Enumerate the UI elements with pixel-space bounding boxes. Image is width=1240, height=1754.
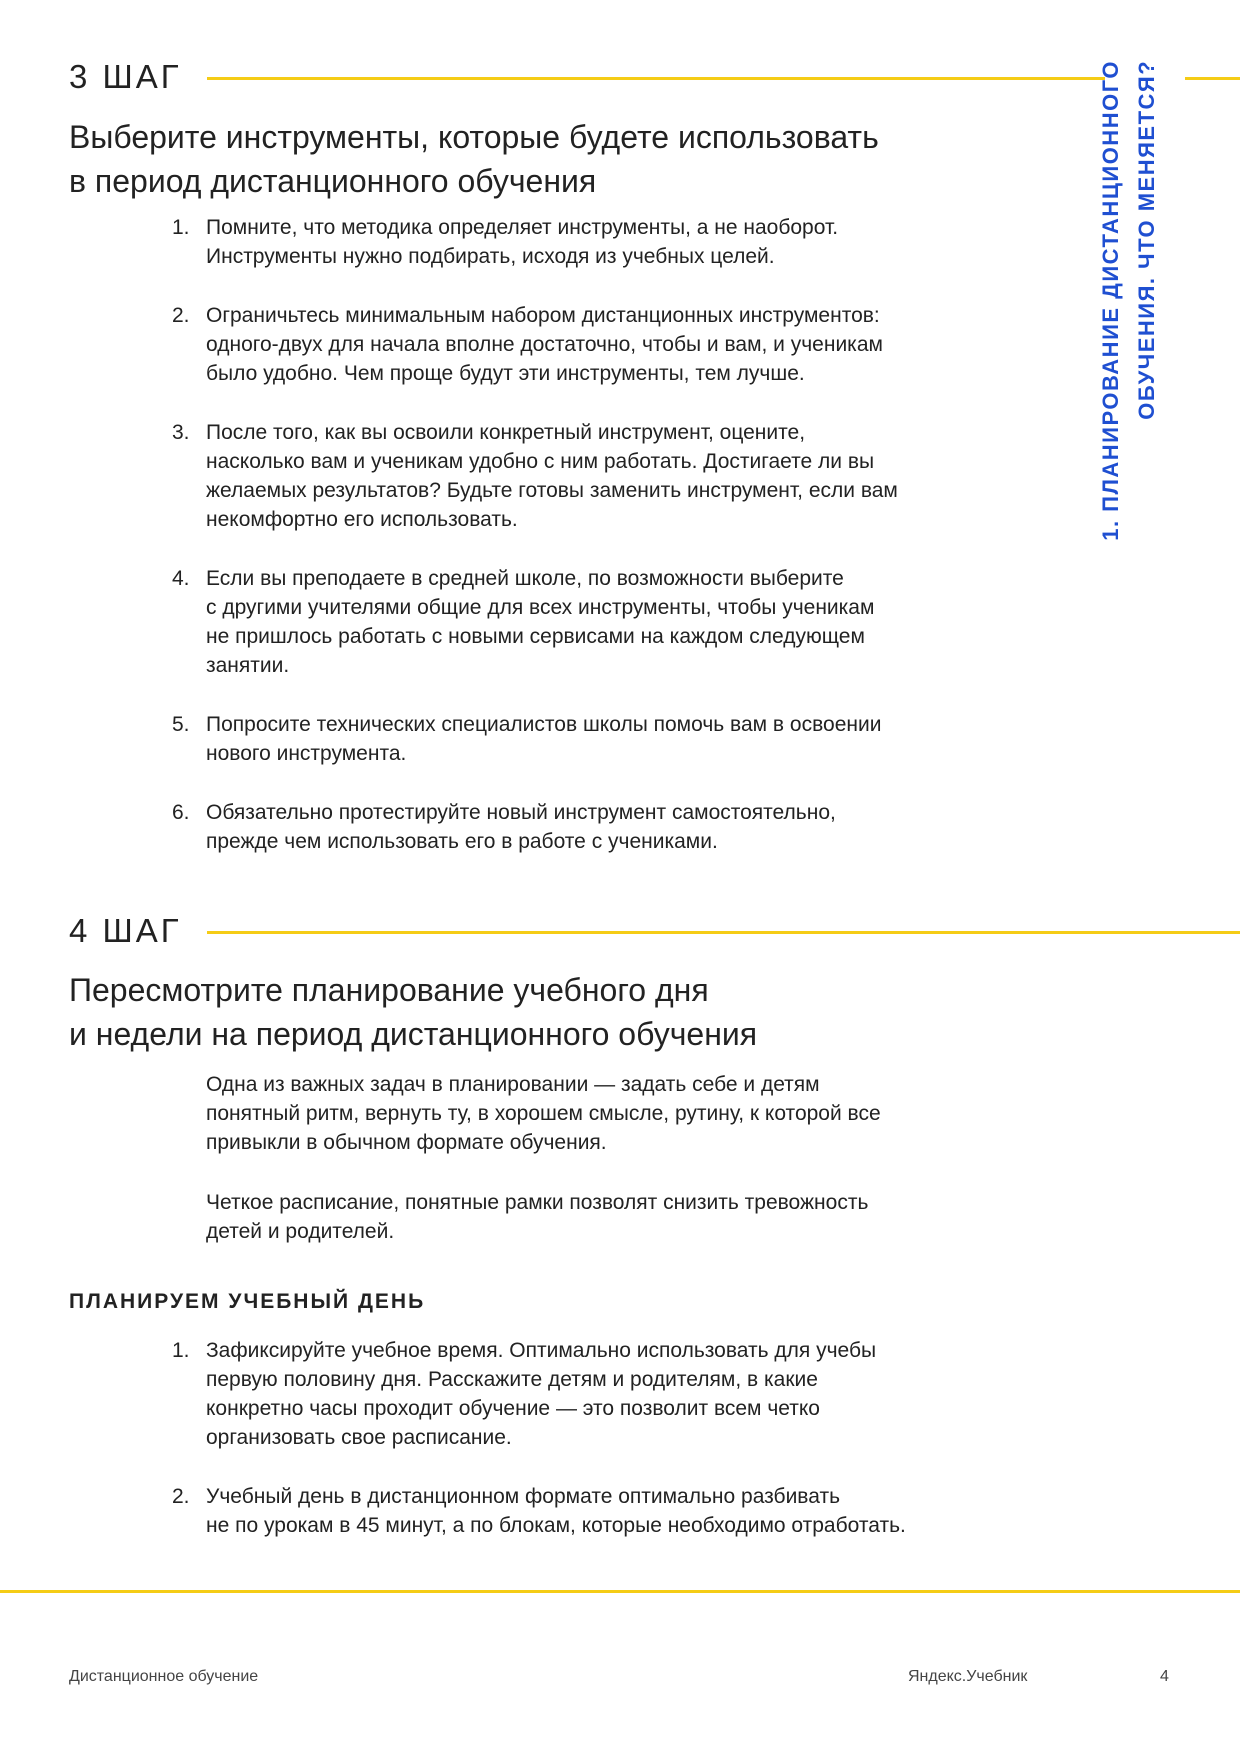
- list-item-line: Если вы преподаете в средней школе, по возможности выберите: [206, 567, 844, 590]
- list-item-line: организовать свое расписание.: [206, 1426, 512, 1449]
- list-item: [172, 710, 972, 768]
- list-item-line: Зафиксируйте учебное время. Оптимально использовать для учебы: [206, 1339, 877, 1362]
- list-item-line: прежде чем использовать его в работе с учениками.: [206, 830, 718, 853]
- footer-rule: [0, 1590, 1240, 1593]
- list-item-number: 6.: [172, 801, 190, 824]
- sidebar-section-title: [1098, 60, 1159, 580]
- step-4-title-line1: Пересмотрите планирование учебного дня: [69, 972, 709, 1008]
- step-4-list: [172, 1336, 972, 1540]
- list-item: [172, 301, 972, 388]
- list-item-text: [206, 710, 972, 768]
- list-item-number: 2.: [172, 304, 190, 327]
- list-item-number: 3.: [172, 421, 190, 444]
- list-item-text: [206, 564, 972, 680]
- list-item-text: [206, 798, 972, 856]
- list-item-line: первую половину дня. Расскажите детям и родителям, в какие: [206, 1368, 818, 1391]
- list-item: [172, 1482, 972, 1540]
- paragraph-line: Четкое расписание, понятные рамки позволят снизить тревожность: [206, 1191, 869, 1214]
- step-3-rule: [207, 77, 1105, 80]
- list-item-text: [206, 1336, 972, 1452]
- subheading-plan-day: ПЛАНИРУЕМ УЧЕБНЫЙ ДЕНЬ: [69, 1290, 426, 1313]
- list-item-line: Инструменты нужно подбирать, исходя из учебных целей.: [206, 245, 775, 268]
- footer-page-number: 4: [1160, 1668, 1169, 1685]
- step-4-title: [69, 968, 1029, 1056]
- step-3-rule-right: [1185, 77, 1240, 80]
- list-item-line: Обязательно протестируйте новый инструмент самостоятельно,: [206, 801, 836, 824]
- list-item-number: 5.: [172, 713, 190, 736]
- list-item-line: с другими учителями общие для всех инструменты, чтобы ученикам: [206, 596, 875, 619]
- list-item-line: Ограничьтесь минимальным набором дистанционных инструментов:: [206, 304, 880, 327]
- list-item-line: желаемых результатов? Будьте готовы заменить инструмент, если вам: [206, 479, 898, 502]
- list-item-text: [206, 418, 972, 534]
- list-item: [172, 1336, 972, 1452]
- paragraph-line: детей и родителей.: [206, 1220, 395, 1243]
- list-item-number: 1.: [172, 1339, 190, 1362]
- list-item-line: одного-двух для начала вполне достаточно, чтобы и вам, и ученикам: [206, 333, 883, 356]
- list-item-text: [206, 1482, 972, 1540]
- list-item-line: нового инструмента.: [206, 742, 407, 765]
- step-3-title-line2: в период дистанционного обучения: [69, 163, 597, 199]
- list-item-text: [206, 301, 972, 388]
- list-item-text: [206, 213, 972, 271]
- list-item-line: Попросите технических специалистов школы помочь вам в освоении: [206, 713, 882, 736]
- sidebar-section-text: [1093, 60, 1165, 541]
- footer-document-title: Дистанционное обучение: [69, 1668, 259, 1685]
- list-item-number: 2.: [172, 1485, 190, 1508]
- list-item: [172, 418, 972, 534]
- sidebar-line-1: 1. ПЛАНИРОВАНИЕ ДИСТАНЦИОННОГО: [1098, 60, 1123, 541]
- list-item: [172, 213, 972, 271]
- step-4-rule: [207, 931, 1240, 934]
- footer-brand: Яндекс.Учебник: [908, 1668, 1028, 1685]
- paragraph-line: привыкли в обычном формате обучения.: [206, 1131, 607, 1154]
- list-item-line: занятии.: [206, 654, 290, 677]
- list-item-line: После того, как вы освоили конкретный инструмент, оцените,: [206, 421, 806, 444]
- list-item-line: не пришлось работать с новыми сервисами на каждом следующем: [206, 625, 865, 648]
- list-item-line: конкретно часы проходит обучение — это позволит всем четко: [206, 1397, 820, 1420]
- step-3-header: [69, 54, 182, 100]
- step-3-title: [69, 115, 1029, 203]
- step-3-label: 3 ШАГ: [69, 58, 182, 95]
- list-item-number: 1.: [172, 216, 190, 239]
- list-item: [172, 798, 972, 856]
- step-4-paragraph-2: [206, 1188, 986, 1246]
- step-4-label: 4 ШАГ: [69, 912, 182, 949]
- step-4-paragraph-1: [206, 1070, 986, 1157]
- step-4-header: [69, 908, 182, 954]
- list-item-number: 4.: [172, 567, 190, 590]
- list-item-line: насколько вам и ученикам удобно с ним работать. Достигаете ли вы: [206, 450, 875, 473]
- list-item-line: Учебный день в дистанционном формате оптимально разбивать: [206, 1485, 841, 1508]
- step-3-list: [172, 213, 972, 856]
- step-4-title-line2: и недели на период дистанционного обучения: [69, 1016, 758, 1052]
- step-3-title-line1: Выберите инструменты, которые будете использовать: [69, 119, 879, 155]
- list-item-line: было удобно. Чем проще будут эти инструменты, тем лучше.: [206, 362, 805, 385]
- sidebar-line-2: ОБУЧЕНИЯ. ЧТО МЕНЯЕТСЯ?: [1134, 60, 1159, 420]
- list-item-line: не по урокам в 45 минут, а по блокам, которые необходимо отработать.: [206, 1514, 906, 1537]
- paragraph-line: понятный ритм, вернуть ту, в хорошем смысле, рутину, к которой все: [206, 1102, 881, 1125]
- list-item-line: Помните, что методика определяет инструменты, а не наоборот.: [206, 216, 839, 239]
- list-item-line: некомфортно его использовать.: [206, 508, 518, 531]
- paragraph-line: Одна из важных задач в планировании — задать себе и детям: [206, 1073, 820, 1096]
- list-item: [172, 564, 972, 680]
